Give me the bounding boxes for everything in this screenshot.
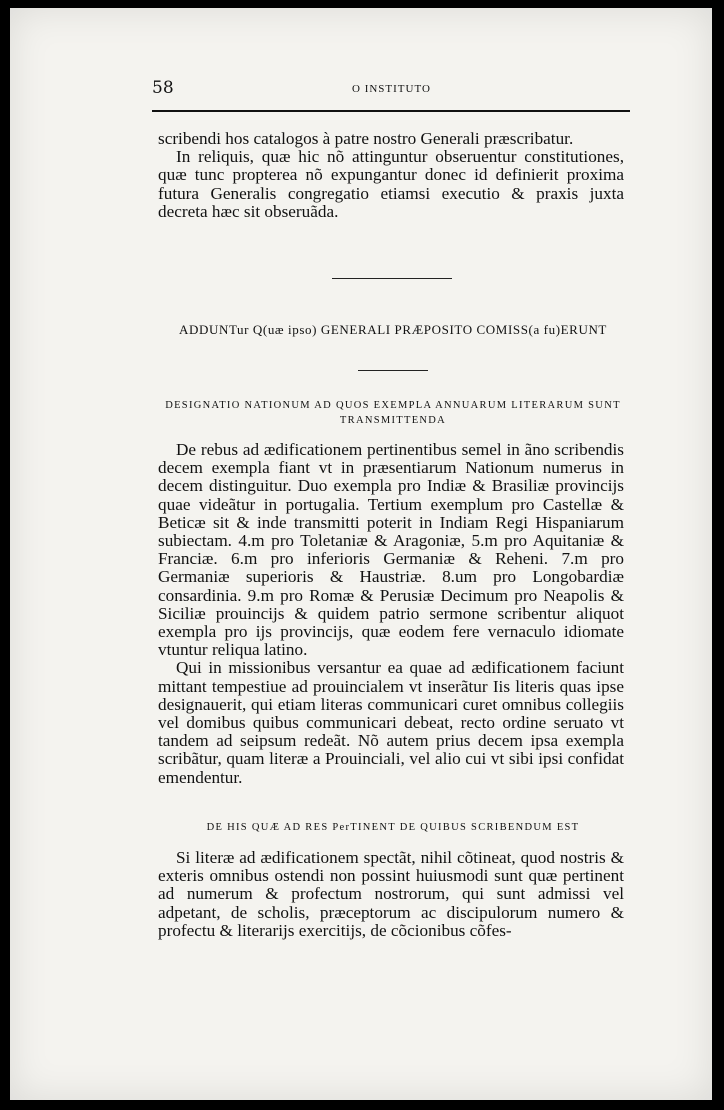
running-title: O INSTITUTO <box>352 83 431 95</box>
header-rule <box>152 110 630 112</box>
designatio-text <box>158 441 624 787</box>
subheading-designatio: DESIGNATIO NATIONUM AD QUOS EXEMPLA ANNUARUM LITERARUM SUNT TRANSMITTENDA <box>165 400 621 426</box>
paragraph-1: scribendi hos catalogos à patre nostro Generali præscribatur. <box>158 129 574 148</box>
closing-text <box>158 849 624 940</box>
paragraph-5: Si literæ ad ædificationem spectãt, nihil cõtineat, quod nostris & exteris omnibus ostendi non possint huiusmodi sunt quæ pertinent ad numerum & profectum nostrorum, qui sunt admissi vel adpetant, de scholis, præceptorum ac discipulorum numero & profectu & literarijs exercitijs, de cõcionibus cõfes- <box>158 848 624 940</box>
page-number: 58 <box>152 78 174 98</box>
paragraph-2: In reliquis, quæ hic nõ attinguntur obseruentur constitutiones, quæ tunc propterea nõ expungantur donec id definierit proxima futura Generalis congregatio etiamsi executio & praxis juxta decreta hæc sit obseruãda. <box>158 147 624 221</box>
heading-divider <box>358 370 428 371</box>
paragraph-4: Qui in missionibus versantur ea quae ad ædificationem faciunt mittant tempestiue ad prouincialem vt inserãtur Iis literis quas ipse designauerit, qui etiam literas communicari curet omnibus collegiis vel domibus quibus communicari debeat, recto ordine seruato vt tandem ad seipsum redeãt. Nõ autem prius decem ipsa exempla scribãtur, quam literæ a Prouinciali, vel alio cui vt sibi ipsi confidat emendentur. <box>158 658 624 787</box>
subheading-de-his: DE HIS QUÆ AD RES PerTINENT DE QUIBUS SCRIBENDUM EST <box>206 822 580 833</box>
opening-text <box>158 130 624 221</box>
paragraph-3: De rebus ad ædificationem pertinentibus semel in ãno scribendis decem exempla fiant vt in præsentiarum Nationum numerus in decem distinguitur. Duo exempla pro Indiæ & Brasiliæ provincijs quae videãtur in portugalia. Tertium exemplum pro Castellæ & Beticæ sit & inde transmitti poterit in Indiam Regi Hispaniarum subiectam. 4.m pro Toletaniæ & Aragoniæ, 5.m pro Aquitaniæ & Franciæ. 6.m pro inferioris Germaniæ & Reheni. 7.m pro Germaniæ superioris & Haustriæ. 8.um pro Longobardiæ consardinia. 9.m pro Romæ & Perusiæ Decimum pro Neapolis & Siciliæ prouincijs & quidem patrio sermone scribentur aliquot exempla pro ijs provincijs, quæ eodem fere vernaculo idiomate vtuntur reliqua latino. <box>158 440 624 660</box>
section-divider <box>332 278 452 279</box>
section-heading: ADDUNTur Q(uæ ipso) GENERALI PRÆPOSITO COMISS(a fu)ERUNT <box>179 322 607 337</box>
page-header <box>152 78 630 102</box>
